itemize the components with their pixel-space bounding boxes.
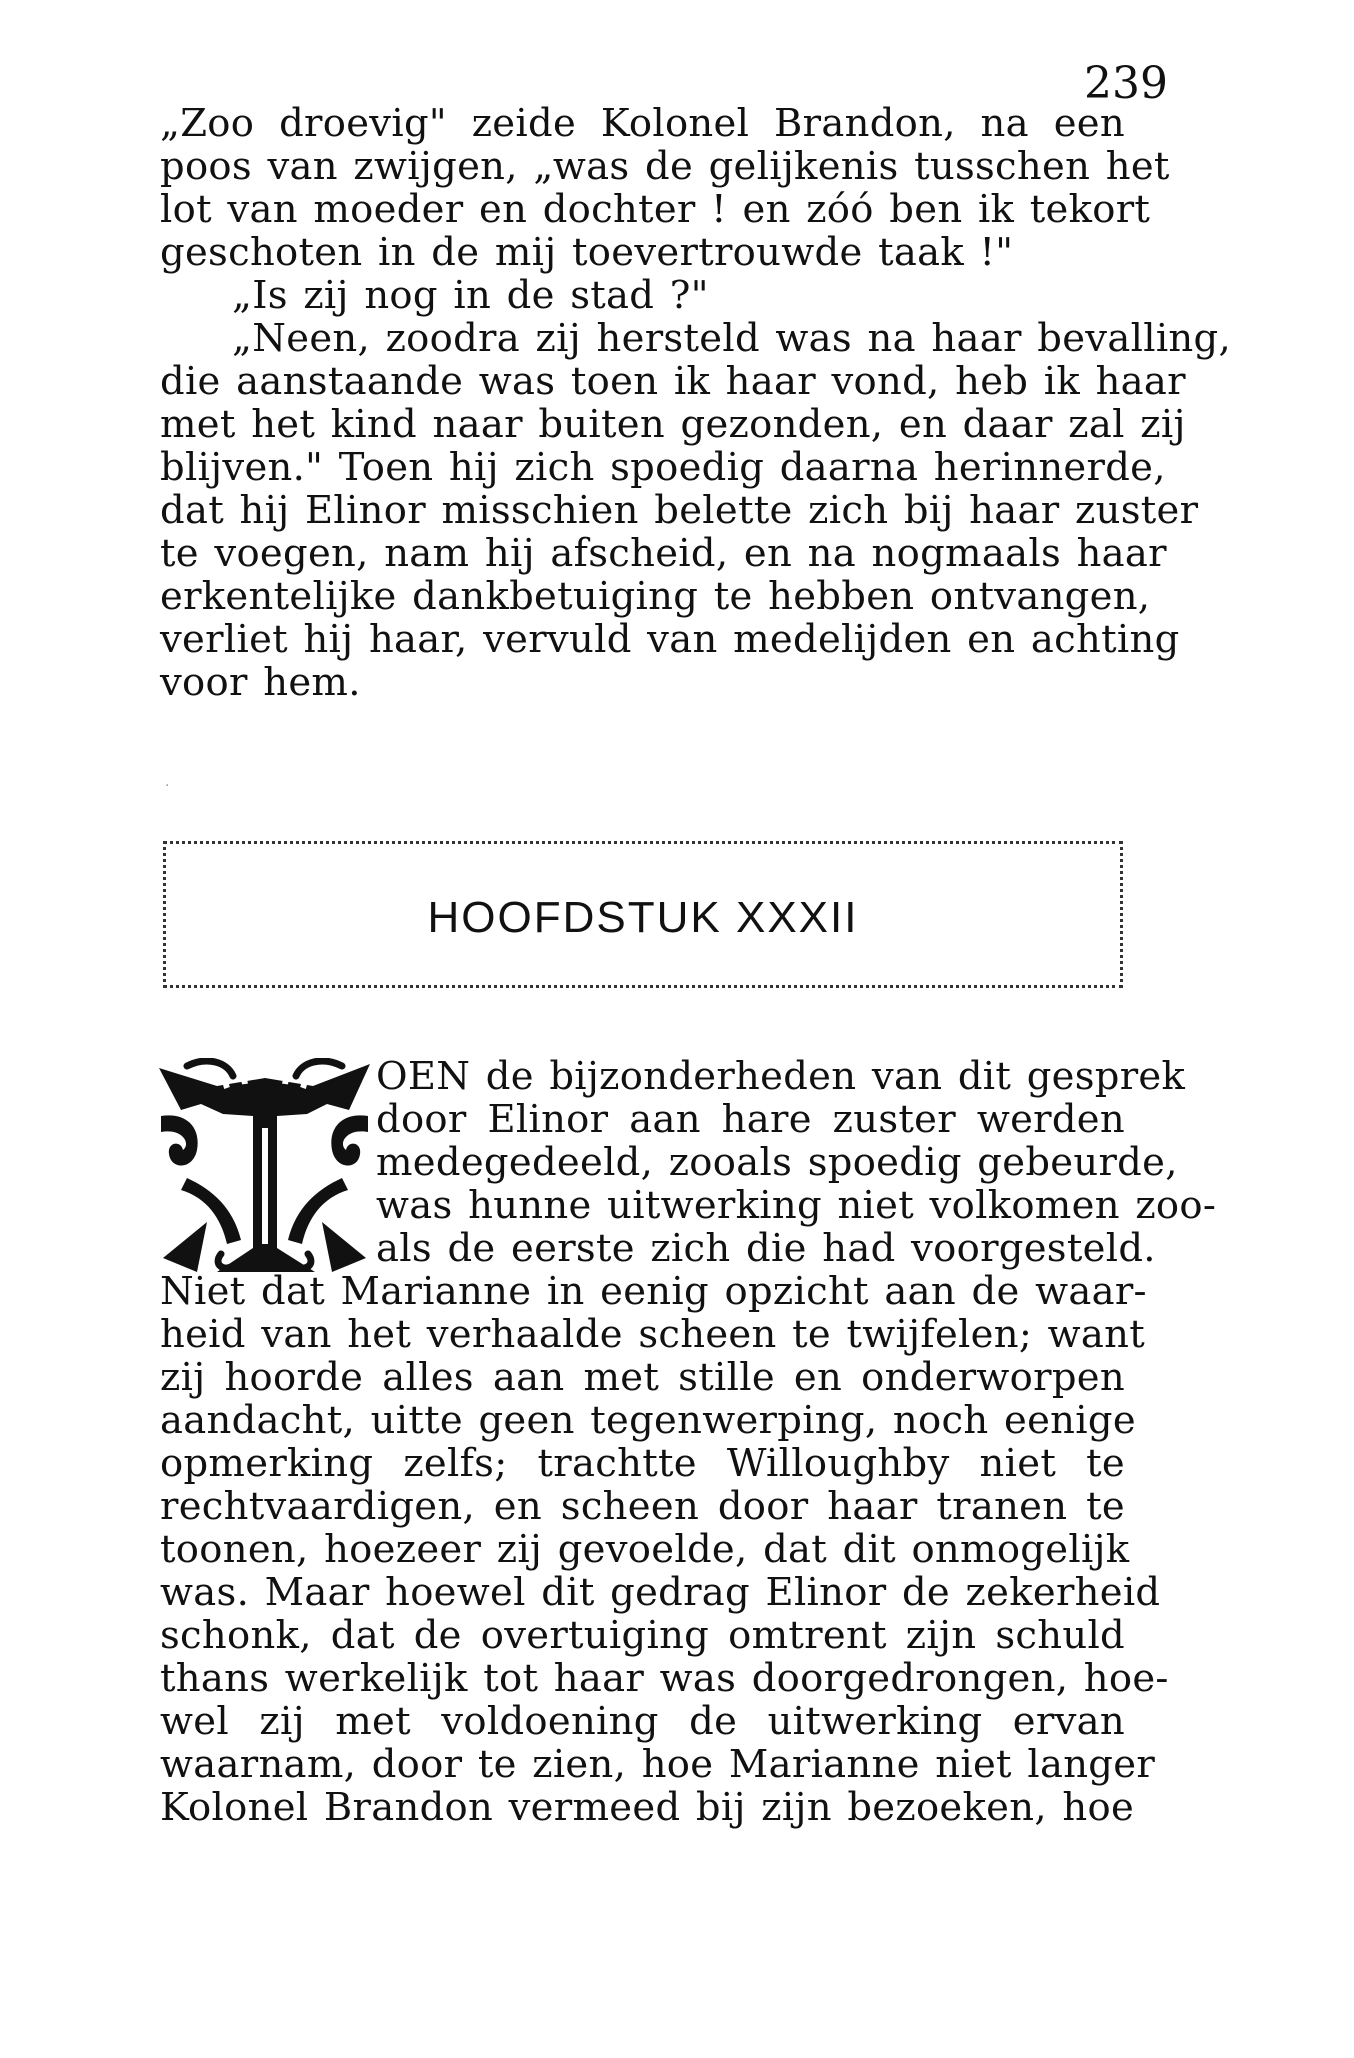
text-line: blijven." Toen hij zich spoedig daarna herinnerde,: [160, 445, 1166, 490]
text-line: met het kind naar buiten gezonden, en daar zal zij: [160, 402, 1186, 447]
text-line: toonen, hoezeer zij gevoelde, dat dit onmogelijk: [160, 1527, 1130, 1572]
text-line: die aanstaande was toen ik haar vond, heb ik haar: [160, 359, 1186, 404]
text-line: verliet hij haar, vervuld van medelijden en achting: [160, 617, 1180, 662]
text-line: „Is zij nog in de stad ?": [232, 273, 709, 318]
text-line: Niet dat Marianne in eenig opzicht aan de waar-: [160, 1269, 1147, 1314]
text-line: heid van het verhaalde scheen te twijfelen; want: [160, 1312, 1146, 1357]
text-line: aandacht, uitte geen tegenwerping, noch eenige: [160, 1398, 1136, 1443]
chapter-heading-box: [163, 841, 1123, 988]
text-line: door Elinor aan hare zuster werden: [376, 1097, 1125, 1142]
text-line: geschoten in de mij toevertrouwde taak !": [160, 230, 1014, 275]
text-line: medegedeeld, zooals spoedig gebeurde,: [376, 1140, 1178, 1185]
text-line: lot van moeder en dochter ! en zóó ben ik tekort: [160, 187, 1151, 232]
chapter-title: HOOFDSTUK XXXII: [427, 893, 859, 942]
text-line: was hunne uitwerking niet volkomen zoo-: [376, 1183, 1217, 1228]
text-line: voor hem.: [160, 660, 361, 705]
text-line: „Neen, zoodra zij hersteld was na haar bevalling,: [232, 316, 1232, 361]
text-line: waarnam, door te zien, hoe Marianne niet langer: [160, 1742, 1156, 1787]
text-line: „Zoo droevig" zeide Kolonel Brandon, na een: [160, 101, 1125, 146]
text-line: zij hoorde alles aan met stille en onderworpen: [160, 1355, 1125, 1400]
text-line: schonk, dat de overtuiging omtrent zijn schuld: [160, 1613, 1125, 1658]
text-line: dat hij Elinor misschien belette zich bij haar zuster: [160, 488, 1199, 533]
text-line: te voegen, nam hij afscheid, en na nogmaals haar: [160, 531, 1167, 576]
chapter-text: [160, 1054, 1217, 1830]
text-line: Kolonel Brandon vermeed bij zijn bezoeken, hoe: [160, 1785, 1135, 1830]
top-paragraphs: [160, 101, 1232, 705]
page-number: 239: [1084, 58, 1168, 109]
text-line: thans werkelijk tot haar was doorgedrongen, hoe-: [160, 1656, 1169, 1701]
text-line: als de eerste zich die had voorgesteld.: [376, 1226, 1156, 1271]
text-line: was. Maar hoewel dit gedrag Elinor de zekerheid: [160, 1570, 1161, 1615]
text-line: rechtvaardigen, en scheen door haar tranen te: [160, 1484, 1125, 1529]
text-line: opmerking zelfs; trachtte Willoughby niet te: [160, 1441, 1125, 1486]
text-line: poos van zwijgen, „was de gelijkenis tusschen het: [160, 144, 1170, 189]
ink-speck: ·: [165, 778, 170, 794]
text-line: OEN de bijzonderheden van dit gesprek: [376, 1054, 1186, 1099]
text-line: erkentelijke dankbetuiging te hebben ontvangen,: [160, 574, 1151, 619]
text-line: wel zij met voldoening de uitwerking ervan: [160, 1699, 1125, 1744]
